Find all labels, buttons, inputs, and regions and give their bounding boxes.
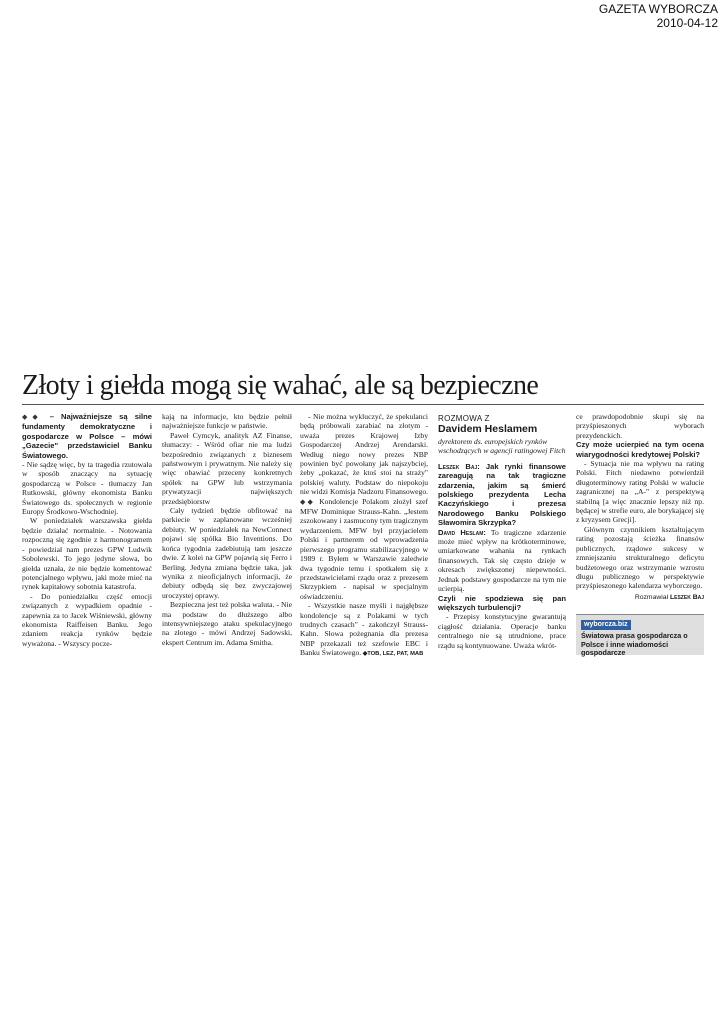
interviewee-name: Davidem Heslamem	[438, 423, 538, 435]
masthead	[599, 2, 718, 30]
paragraph-text: Kondolencje Polakom złożył szef MFW Dominique Strauss-Kahn. „Jestem zszokowany i zasmucony tym tragicznym wydarzeniem. MFW był przyjacielem Polski i partnerem od wprowadzenia pierwszego programu stabilizacyjnego w 1989 r. Byłem w Warszawie zaledwie dwa tygodnie temu i spotkałem się z przedstawicielami rządu oraz z prezesem Skrzypkiem - napisał w specjalnym oświadczeniu.	[300, 496, 428, 601]
article-paragraph	[300, 601, 428, 659]
interview-answer: - Przepisy konstytucyjne gwarantują ciągłość działania. Operacje banku centralnego nie są utrudnione, prace rządu są kontynuowane. Uważa wkrót-	[438, 612, 566, 650]
article-paragraph: - Do poniedziałku część emocji związanych z wypadkiem opadnie - zapewnia za to Jacek Wiśniewski, główny ekonomista Raiffeisen Banku. Jego zdaniem reakcja rynków będzie wyważona. - Wszyscy pocze-	[22, 591, 152, 648]
author-credit: ◆TOB, LEZ, PAT, MAB	[361, 651, 424, 658]
signature-name: Leszek Baj	[669, 593, 704, 601]
article-paragraph: W poniedziałek warszawska giełda będzie działać normalnie. - Notowania rozpoczną się zgodnie z harmonogramem - powiedział nam prezes GPW Ludwik Sobolewski. To jego jedyne słowa, bo giełda uznała, że nie będzie komentować potencjalnego wpływu, jaki może mieć na rynek kapitałowy sobotnia katastrofa.	[22, 516, 152, 592]
article-paragraph: Paweł Cymcyk, analityk AZ Finanse, tłumaczy: - Wśród ofiar nie ma ludzi bezpośrednio związanych z biznesem państwowym i prywatnym. Nie należy się więc obawiać przeceny konkretnych spółek na GPW lub wstrzymania prywatyzacji największych przedsiębiorstw	[162, 430, 292, 506]
interview-answer: ce prawdopodobnie skupi się na przyśpieszonych wyborach prezydenckich.	[576, 412, 704, 440]
article-paragraph	[300, 497, 428, 601]
publication-date: 2010-04-12	[656, 16, 718, 30]
paragraph-text: - Wszystkie nasze myśli i najgłębsze kondolencje są z Polakami w tych trudnych czasach" - zakończył Strauss-Kahn. Słowa pożegnania dla prezesa NBP przekazali też szefowie EBC i Banku Światowego.	[300, 601, 428, 658]
interview-signature	[576, 593, 704, 602]
interview-column-2	[576, 412, 704, 602]
lead-paragraph	[22, 412, 152, 460]
article-paragraph: - Nie można wykluczyć, że spekulanci będą próbowali zarabiać na złotym - uważa prezes Krajowej Izby Gospodarczej Andrzej Arendarski. Według niego nowy prezes NBP powinien być powołany jak najszybciej, żeby „pokazać, że ktoś stoi na straży" polskiej waluty. Podstaw do niepokoju nie widzi Komisja Nadzoru Finansowego.	[300, 412, 429, 497]
publication-name: GAZETA WYBORCZA	[598, 2, 718, 16]
promo-box	[576, 614, 704, 658]
interview-question: Czy może ucierpieć na tym ocena wiarygodności kredytowej Polski?	[576, 440, 704, 459]
signature-prefix: Rozmawiał	[634, 593, 670, 601]
interview-answer	[438, 528, 566, 594]
interview-question	[438, 462, 566, 528]
question-text: Jak rynki finansowe zareagują na tak tragiczne zdarzenia, jakim są śmierć polskiego prezydenta Lecha Kaczyńskiego i prezesa Narodowego Banku Polskiego Sławomira Skrzypka?	[438, 461, 566, 528]
interview-label: ROZMOWA Z	[438, 414, 490, 423]
answer-author: David Heslam:	[438, 527, 486, 537]
question-author: Leszek Baj:	[438, 461, 480, 471]
article-paragraph: Bezpieczna jest też polska waluta. - Nie ma podstaw do dłuższego albo intensywniejszego ataku spekulacyjnego na złotego - mówi Andrzej Sadowski, ekspert Centrum im. Adama Smitha.	[162, 600, 292, 647]
article-column-2	[162, 412, 292, 647]
interview-column-1	[438, 414, 566, 650]
article-column-1	[22, 412, 152, 648]
lead-text: – Najważniejsze są silne fundamenty demokratyczne i gospodarcze w Polsce – mówi „Gazecie" przedstawiciel Banku Światowego.	[22, 412, 152, 460]
article-headline: Złoty i giełda mogą się wahać, ale są bezpieczne	[22, 370, 539, 401]
article-paragraph: Cały tydzień będzie obfitować na parkiecie w zaplanowane wcześniej debiuty. W poniedziałek na NewConnect pojawi się spółka Bio Inventions. Do końca tygodnia zadebiutują tam jeszcze dwie. Z kolei na GPW pojawią się Ferro i Berling. Jedyna zmiana będzie taka, jak wynika z nieoficjalnych informacji, że debiuty odbędą się bez zwyczajowej uroczystej oprawy.	[162, 506, 292, 600]
promo-text: Światowa prasa gospodarcza o Polsce i inne wiadomości gospodarcze	[581, 631, 688, 658]
article-paragraph: kają na informacje, kto będzie pełnił najważniejsze funkcje w państwie.	[162, 412, 292, 431]
interviewee-role: dyrektorem ds. europejskich rynków wschodzących w agencji ratingowej Fitch	[438, 437, 566, 456]
interview-answer: Głównym czynnikiem kształtującym rating pozostają ścieżka finansów publicznych, rządowe sukcesy w zmniejszaniu strukturalnego deficytu budżetowego oraz wstrzymanie wzrostu długu publicznego w perspektywie przyśpieszonego kalendarza wyborczego.	[576, 524, 704, 591]
answer-text: To tragiczne zdarzenie może mieć wpływ na krótkoterminowe, umiarkowane wahania na rynkach finansowych. Tak się często dzieje w okresach zwiększonej niepewności. Jednak podstawy gospodarcze na tym nie ucierpią.	[438, 527, 566, 594]
article-column-3	[300, 412, 428, 660]
section-marker: ◆◆	[22, 413, 43, 421]
headline-rule	[22, 404, 704, 405]
section-marker: ◆◆	[300, 497, 316, 506]
interview-answer: - Sytuacja nie ma wpływu na rating Polski. Fitch niedawno potwierdził długoterminowy rating Polski w walucie zagranicznej na „A-" z perspektywą stabilną [a więc znacznie lepszy niż np. będącej w strefie euro, ale borykającej się z kryzysem Grecji].	[576, 459, 704, 525]
promo-badge: wyborcza.biz	[581, 620, 631, 630]
interview-question: Czyli nie spodziewa się pan większych turbulencji?	[438, 593, 566, 612]
article-paragraph: - Nie sądzę więc, by ta tragedia rzutowała w sposób znaczący na sytuację gospodarczą w Polsce - tłumaczy Jan Rutkowski, główny ekonomista Banku Światowego ds. społecznych w regionie Europy Środkowo-Wschodniej.	[22, 460, 152, 517]
